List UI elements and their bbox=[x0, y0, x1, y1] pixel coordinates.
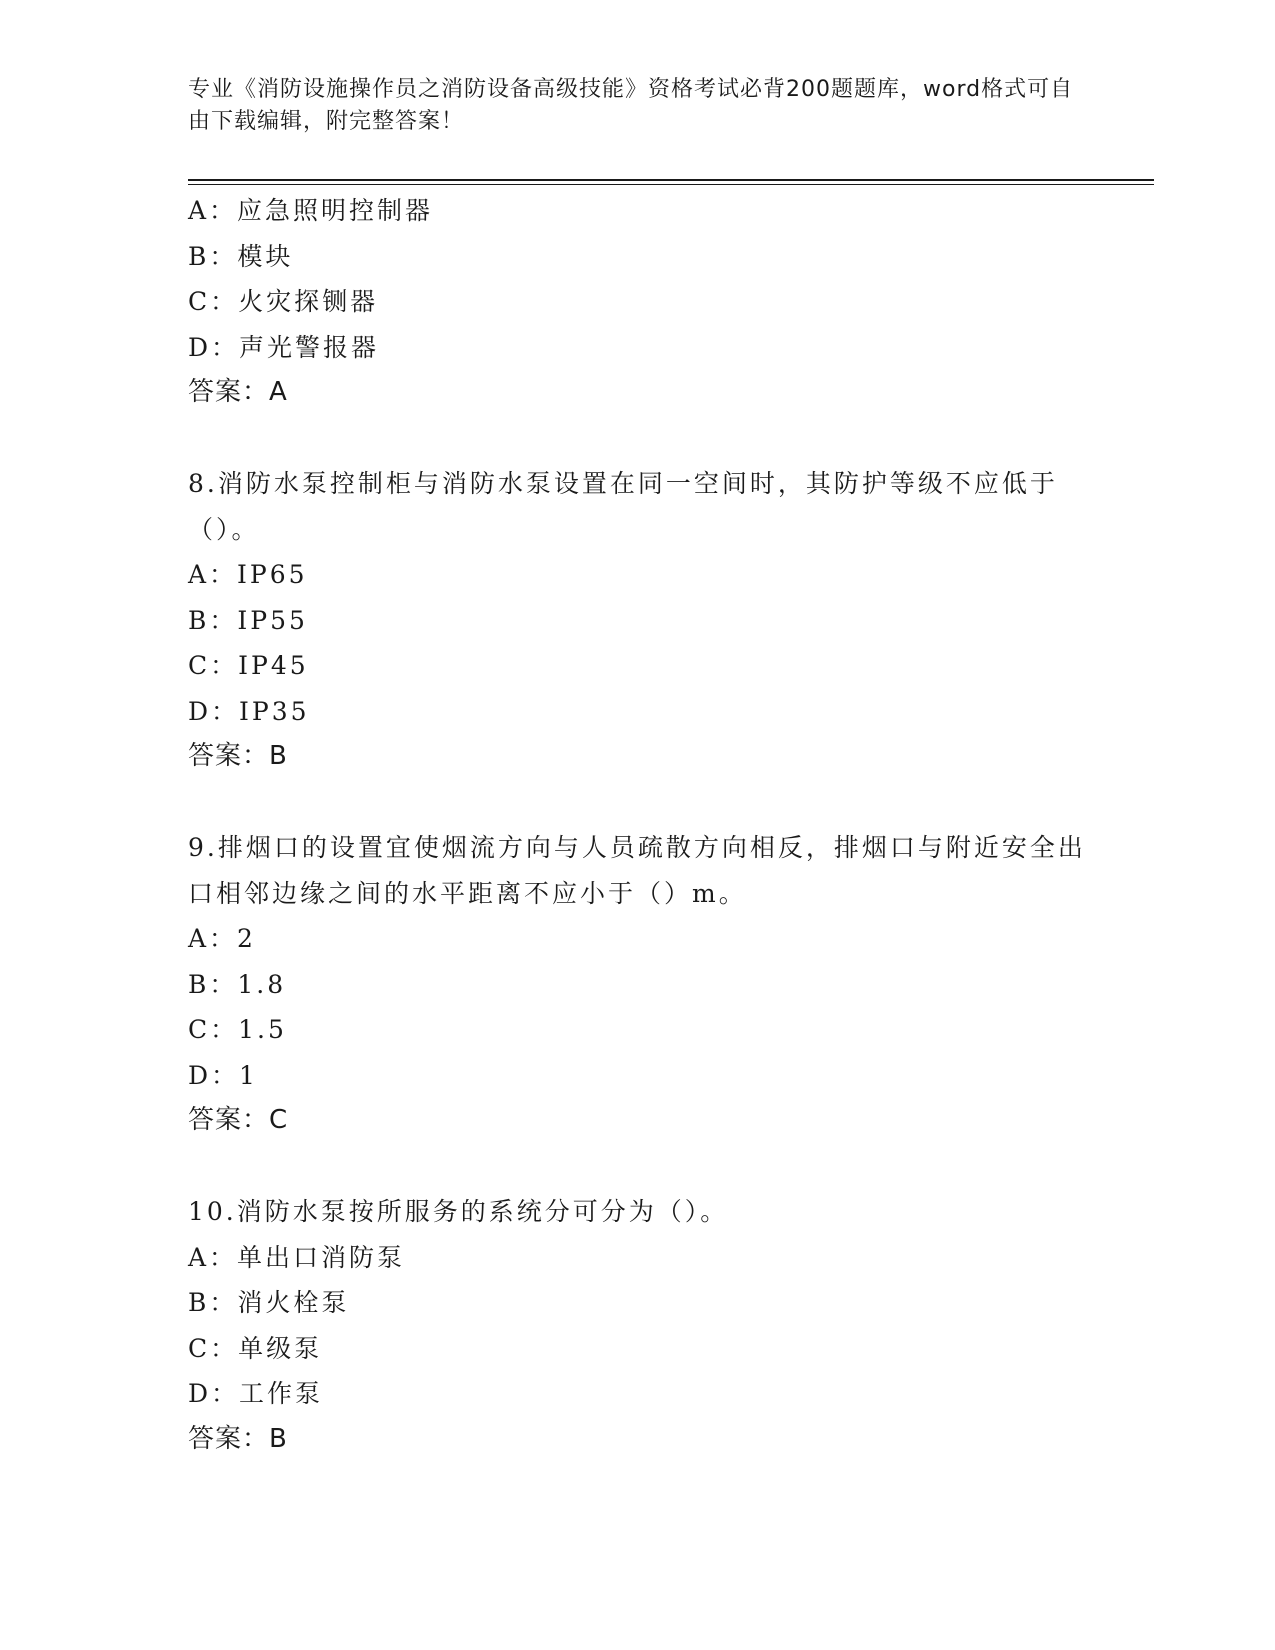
answer-label: 答案：B bbox=[188, 741, 288, 771]
option-d: D：工作泵 bbox=[188, 1379, 324, 1408]
option-c: C：火灾探铡器 bbox=[188, 287, 379, 316]
option-d: D：1 bbox=[188, 1060, 258, 1090]
option-a: A：单出口消防泵 bbox=[188, 1242, 406, 1272]
option-c: C：1.5 bbox=[188, 1015, 287, 1044]
spacer bbox=[188, 416, 1088, 462]
spacer bbox=[188, 1144, 1088, 1190]
option-d: D：IP35 bbox=[188, 696, 310, 726]
option-a: A：应急照明控制器 bbox=[188, 196, 434, 225]
question-block-8 bbox=[188, 461, 1088, 780]
answer-label: 答案：B bbox=[188, 1423, 288, 1454]
question-stem: 8.消防水泵控制柜与消防水泵设置在同一空间时，其防护等级不应低于（）。 bbox=[188, 469, 1058, 544]
question-stem: 10.消防水泵按所服务的系统分可分为（）。 bbox=[188, 1197, 729, 1226]
question-block-10 bbox=[188, 1189, 1088, 1462]
document-header: 专业《消防设施操作员之消防设备高级技能》资格考试必背200题题库，word格式可自由下载编辑，附完整答案！ bbox=[188, 77, 1074, 134]
option-b: B：1.8 bbox=[188, 969, 287, 999]
question-stem: 9.排烟口的设置宜使烟流方向与人员疏散方向相反，排烟口与附近安全出口相邻边缘之间的水平距离不应小于（）m。 bbox=[188, 833, 1086, 908]
header-divider-thin bbox=[188, 184, 1154, 185]
question-block-9 bbox=[188, 825, 1088, 1144]
answer-label: 答案：C bbox=[188, 1105, 289, 1135]
answer-label: 答案：A bbox=[188, 377, 288, 407]
question-list bbox=[188, 188, 1088, 1462]
question-block-7 bbox=[188, 188, 1088, 416]
option-c: C：单级泵 bbox=[188, 1333, 323, 1363]
option-a: A：IP65 bbox=[188, 560, 308, 589]
option-b: B：IP55 bbox=[188, 605, 308, 635]
option-b: B：模块 bbox=[188, 241, 294, 271]
option-d: D：声光警报器 bbox=[188, 332, 380, 362]
option-a: A：2 bbox=[188, 924, 256, 953]
option-c: C：IP45 bbox=[188, 651, 309, 680]
header-divider-thick bbox=[188, 179, 1154, 181]
option-b: B：消火栓泵 bbox=[188, 1288, 350, 1317]
spacer bbox=[188, 780, 1088, 826]
